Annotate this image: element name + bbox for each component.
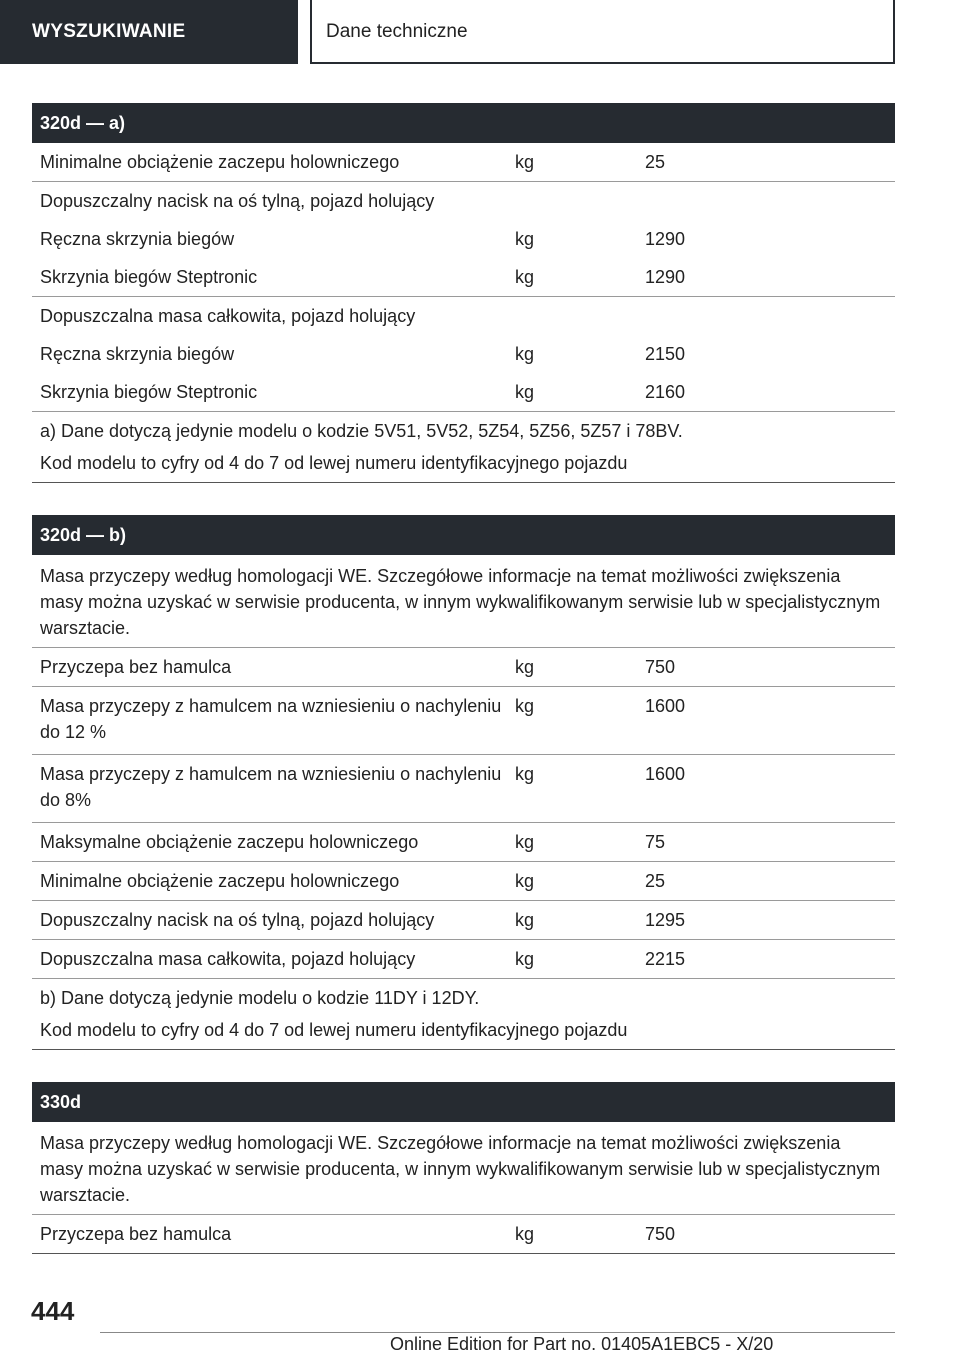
row-label: Maksymalne obciążenie zaczepu holowniczego bbox=[40, 832, 419, 852]
row-label: Skrzynia biegów Steptronic bbox=[40, 267, 258, 287]
row-value: 1600 bbox=[645, 696, 686, 716]
row-value: 2160 bbox=[645, 382, 686, 402]
row-label: Ręczna skrzynia biegów bbox=[40, 229, 235, 249]
row-value: 2150 bbox=[645, 344, 686, 364]
section-header: 320d — a) bbox=[32, 103, 895, 143]
row-value: 2215 bbox=[645, 949, 686, 969]
table-row bbox=[32, 335, 895, 373]
row-unit: kg bbox=[515, 910, 535, 930]
footnote-line: b) Dane dotyczą jedynie modelu o kodzie 11DY i 12DY. bbox=[40, 988, 480, 1008]
table-row bbox=[32, 940, 895, 979]
table-row bbox=[32, 901, 895, 940]
section-320d-a bbox=[32, 103, 895, 483]
group-title bbox=[32, 182, 895, 220]
group-title bbox=[32, 297, 895, 335]
row-unit: kg bbox=[515, 1224, 535, 1244]
row-value: 25 bbox=[645, 871, 666, 891]
page-footer bbox=[0, 1290, 960, 1362]
row-label: Przyczepa bez hamulca bbox=[40, 657, 232, 677]
page-number: 444 bbox=[31, 1296, 75, 1326]
row-unit: kg bbox=[515, 764, 535, 784]
row-unit: kg bbox=[515, 344, 535, 364]
row-label: Masa przyczepy z hamulcem na wzniesieniu o nachyleniu do 12 % bbox=[40, 696, 502, 742]
section-330d bbox=[32, 1082, 895, 1254]
row-unit: kg bbox=[515, 832, 535, 852]
row-label: Dopuszczalna masa całkowita, pojazd holujący bbox=[40, 949, 416, 969]
row-label: Minimalne obciążenie zaczepu holowniczego bbox=[40, 152, 400, 172]
footnote bbox=[32, 412, 895, 483]
edition-text: Online Edition for Part no. 01405A1EBC5 - X/20 bbox=[390, 1334, 774, 1354]
row-unit: kg bbox=[515, 152, 535, 172]
table-row bbox=[32, 258, 895, 297]
row-value: 750 bbox=[645, 1224, 676, 1244]
row-label: Ręczna skrzynia biegów bbox=[40, 344, 235, 364]
row-unit: kg bbox=[515, 229, 535, 249]
row-value: 75 bbox=[645, 832, 666, 852]
group-title-text: Dopuszczalny nacisk na oś tylną, pojazd holujący bbox=[40, 191, 435, 211]
group-title-text: Dopuszczalna masa całkowita, pojazd holujący bbox=[40, 306, 416, 326]
row-unit: kg bbox=[515, 382, 535, 402]
row-unit: kg bbox=[515, 696, 535, 716]
footnote-line: Kod modelu to cyfry od 4 do 7 od lewej numeru identyfikacyjnego pojazdu bbox=[40, 453, 628, 473]
row-label: Minimalne obciążenie zaczepu holowniczego bbox=[40, 871, 400, 891]
top-navigation-bar bbox=[0, 0, 960, 66]
section-320d-b bbox=[32, 515, 895, 1050]
footnote bbox=[32, 979, 895, 1050]
table-row bbox=[32, 143, 895, 182]
row-value: 1290 bbox=[645, 267, 686, 287]
row-label: Przyczepa bez hamulca bbox=[40, 1224, 232, 1244]
intro-paragraph: Masa przyczepy według homologacji WE. Szczegółowe informacje na temat możliwości zwiększenia masy można uzyskać w serwisie producenta, w innym wykwalifikowanym serwisie lub w specjalistycznym warsztacie. bbox=[32, 555, 895, 648]
row-label: Dopuszczalny nacisk na oś tylną, pojazd holujący bbox=[40, 910, 435, 930]
row-unit: kg bbox=[515, 657, 535, 677]
page-content bbox=[32, 103, 895, 1286]
table-row bbox=[32, 1215, 895, 1254]
table-row bbox=[32, 373, 895, 412]
footnote-line: Kod modelu to cyfry od 4 do 7 od lewej numeru identyfikacyjnego pojazdu bbox=[40, 1020, 628, 1040]
table-row bbox=[32, 755, 895, 823]
section-header: 320d — b) bbox=[32, 515, 895, 555]
row-label: Masa przyczepy z hamulcem na wzniesieniu o nachyleniu do 8% bbox=[40, 764, 502, 810]
table-row bbox=[32, 862, 895, 901]
footer-divider bbox=[100, 1332, 895, 1333]
section-header: 330d bbox=[32, 1082, 895, 1122]
row-unit: kg bbox=[515, 949, 535, 969]
row-value: 25 bbox=[645, 152, 666, 172]
table-row bbox=[32, 220, 895, 258]
search-tab[interactable]: WYSZUKIWANIE bbox=[0, 0, 298, 64]
row-unit: kg bbox=[515, 871, 535, 891]
row-label: Skrzynia biegów Steptronic bbox=[40, 382, 258, 402]
row-value: 1295 bbox=[645, 910, 686, 930]
row-unit: kg bbox=[515, 267, 535, 287]
row-value: 750 bbox=[645, 657, 676, 677]
table-row bbox=[32, 823, 895, 862]
table-row bbox=[32, 687, 895, 755]
row-value: 1600 bbox=[645, 764, 686, 784]
row-value: 1290 bbox=[645, 229, 686, 249]
intro-paragraph: Masa przyczepy według homologacji WE. Szczegółowe informacje na temat możliwości zwiększenia masy można uzyskać w serwisie producenta, w innym wykwalifikowanym serwisie lub w specjalistycznym warsztacie. bbox=[32, 1122, 895, 1215]
table-row bbox=[32, 648, 895, 687]
footnote-line: a) Dane dotyczą jedynie modelu o kodzie 5V51, 5V52, 5Z54, 5Z56, 5Z57 i 78BV. bbox=[40, 421, 683, 441]
chapter-tab[interactable]: Dane techniczne bbox=[310, 0, 895, 64]
